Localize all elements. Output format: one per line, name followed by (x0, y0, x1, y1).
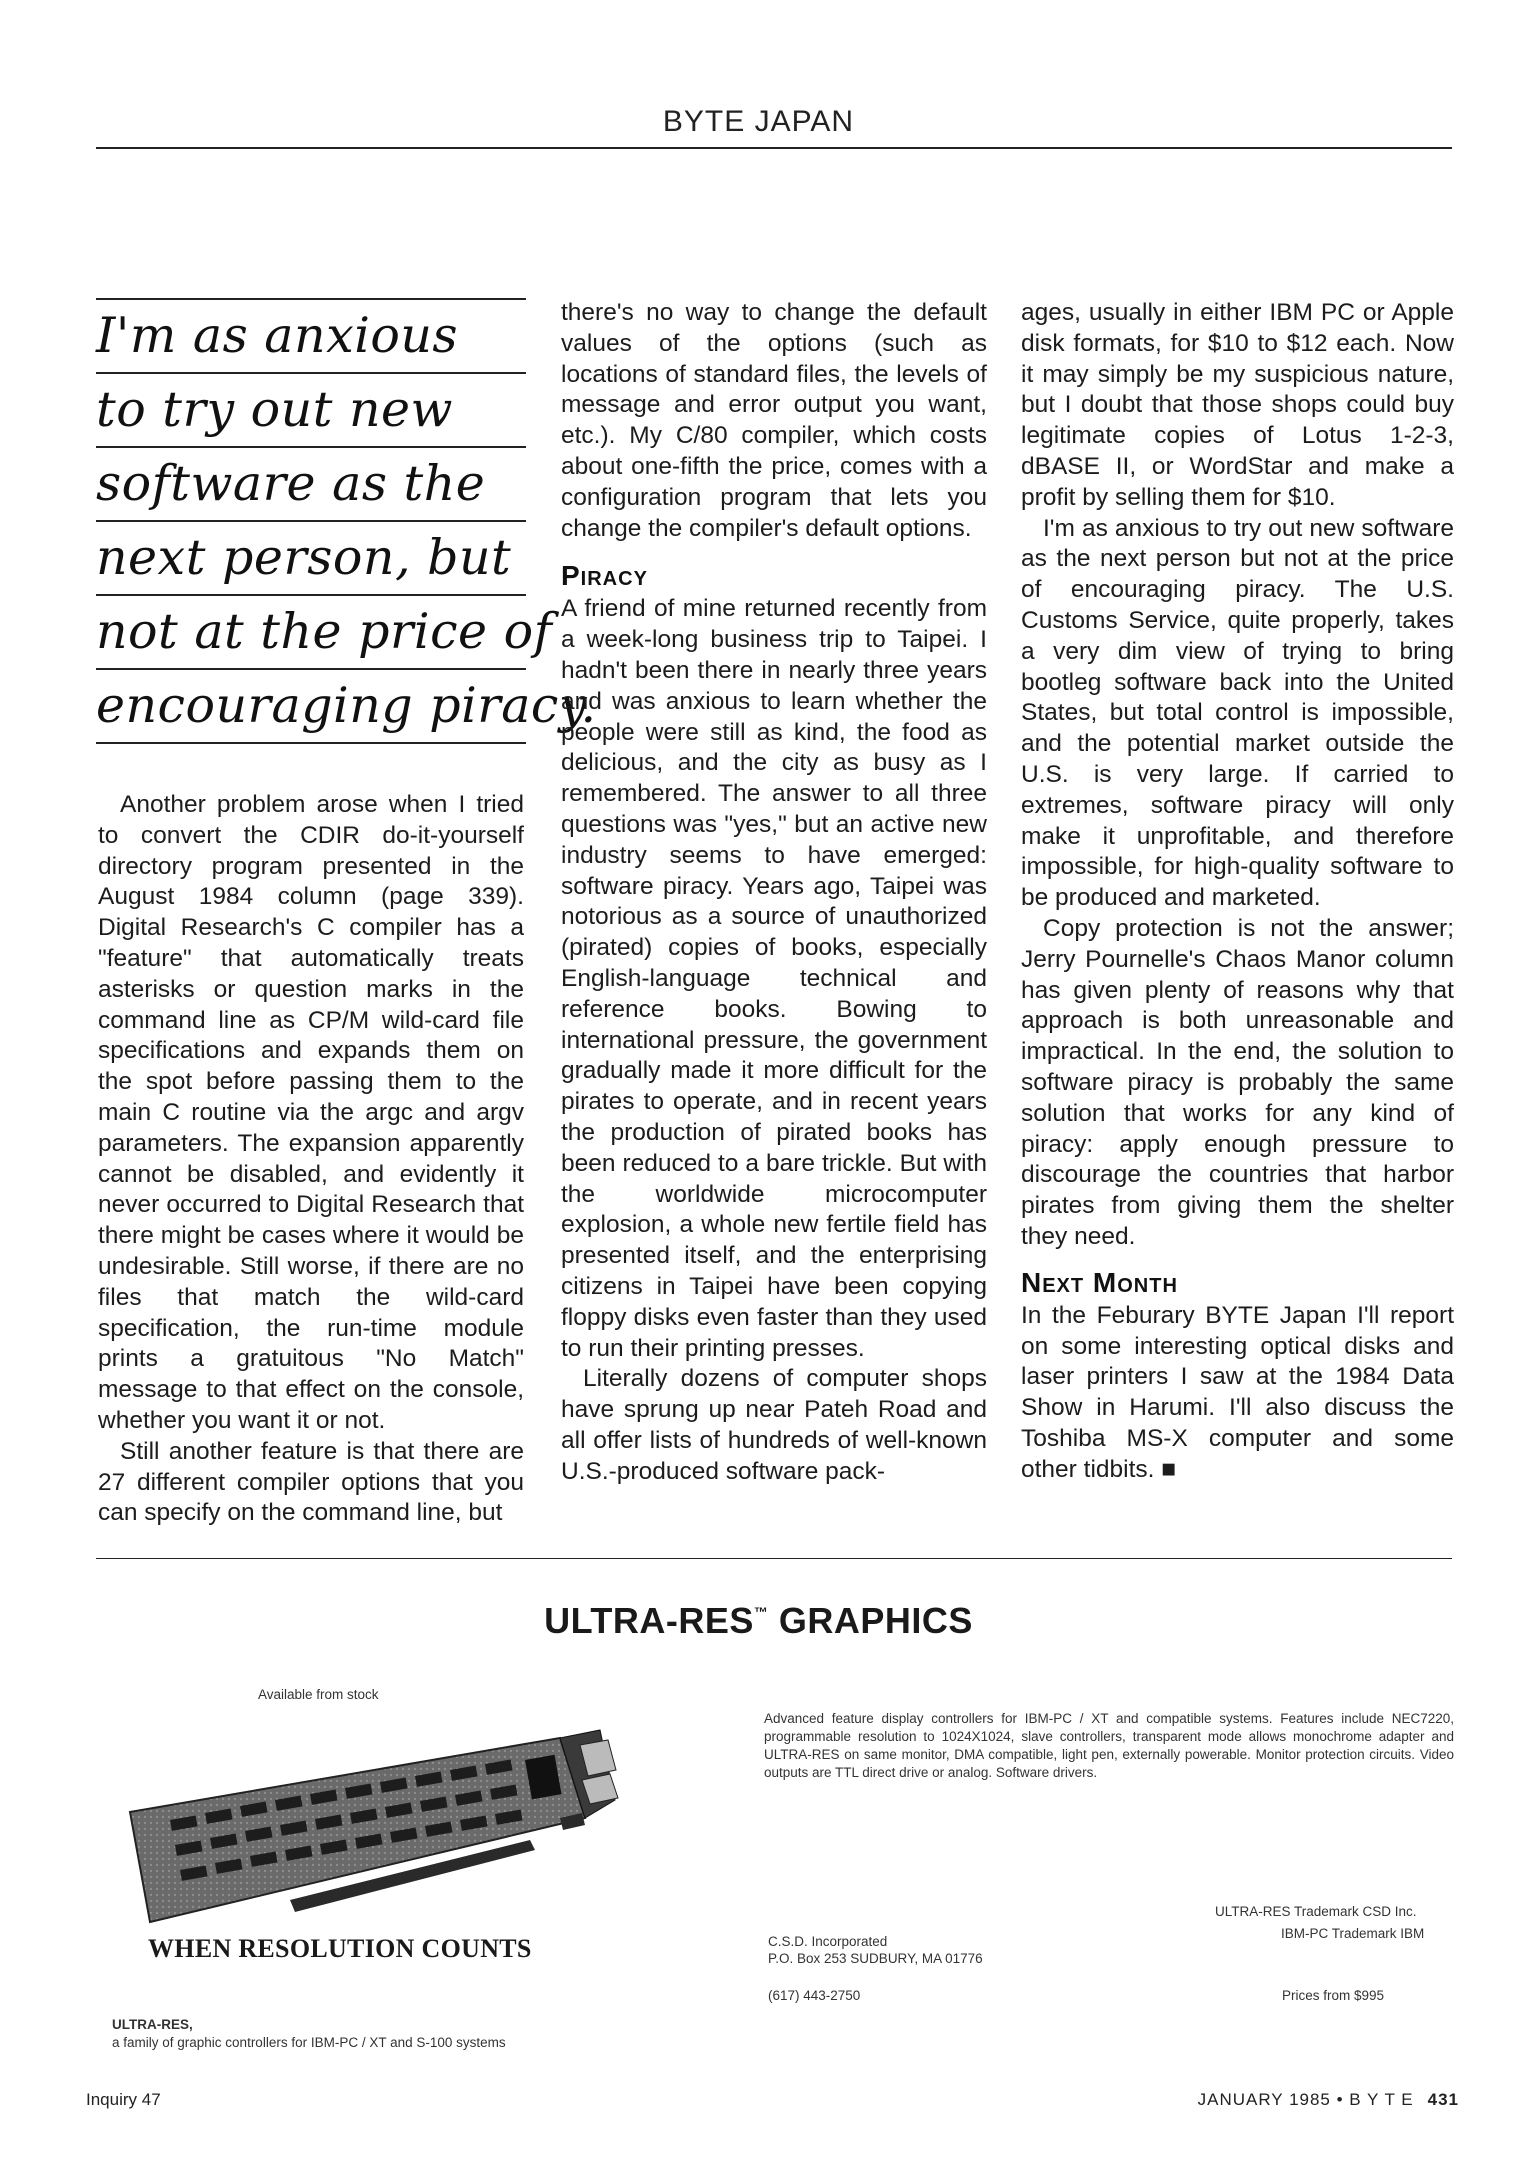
pull-quote (96, 298, 597, 744)
paragraph: there's no way to change the default values of the options (such as locations of standard files, the levels of message and error output you want, etc.). My C/80 compiler, which costs about one-fifth the price, comes with a configuration program that lets you change the compiler's default options. (561, 299, 987, 542)
ad-tagline: WHEN RESOLUTION COUNTS (148, 1934, 532, 1963)
article-column-1 (98, 790, 524, 1529)
pull-quote-line: not at the price of (96, 596, 526, 670)
paragraph: Another problem arose when I tried to convert the CDIR do-it-yourself directory program presented in the August 1984 column (page 339). Digital Research's C compiler has a "feature" that automatically treats asterisks or question marks in the command line as CP/M wild-card file specifications and expands them on the spot before passing them to the main C routine via the argc and argv parameters. The expansion apparently cannot be disabled, and evidently it never occurred to Digital Research that there might be cases where it would be undesirable. Still worse, if there are no files that match the wild-card specification, the run-time module prints a gratuitous "No Match" message to that effect on the console, whether you want it or not. (98, 791, 524, 1434)
paragraph: Still another feature is that there are 27 different compiler options that you can specify on the command line, but (98, 1437, 524, 1527)
ad-trademark-note: IBM-PC Trademark IBM (1281, 1926, 1425, 1941)
paragraph: I'm as anxious to try out new software as the next person but not at the price of encouraging piracy. The U.S. Customs Service, quite properly, takes a very dim view of trying to bring bootleg software back into the United States, but total control is impossible, and the potential market outside the U.S. is very large. If carried to extremes, software piracy will only make it unprofitable, and therefore impossible, for high-quality software to be produced and marketed. (1021, 514, 1454, 912)
paragraph: A friend of mine returned recently from a week-long business trip to Taipei. I hadn't been there in nearly three years and was anxious to learn whether the people were still as kind, the food as delicious, and the city as busy as I remembered. The answer to all three questions was "yes," but an active new industry seems to have emerged: software piracy. Years ago, Taipei was notorious as a source of unauthorized (pirated) copies of books, especially English-language technical and reference books. Bowing to international pressure, the government gradually made it more difficult for the pirates to operate, and in recent years the production of pirated books has been reduced to a bare trickle. But with the worldwide microcomputer explosion, a whole new fertile field has presented itself, and the enterprising citizens in Taipei have been copying floppy disks even faster than they used to run their printing presses. (561, 595, 987, 1362)
ad-available-text: Available from stock (258, 1687, 379, 1702)
paragraph: ages, usually in either IBM PC or Apple disk formats, for $10 to $12 each. Now it may simply be my suspicious nature, but I doubt that those shops could buy legitimate copies of Lotus 1-2-3, dBASE II, or WordStar and make a profit by selling them for $10. (1021, 299, 1454, 511)
section-heading-next-month: Next Month (1021, 1266, 1178, 1298)
ad-prices: Prices from $995 (1282, 1988, 1385, 2003)
pull-quote-line: software as the (96, 448, 526, 522)
ad-family-text: a family of graphic controllers for IBM-PC / XT and S-100 systems (112, 2035, 506, 2050)
page-footer (1198, 2090, 1459, 2110)
pull-quote-line: next person, but (96, 522, 526, 596)
pull-quote-line: I'm as anxious (96, 300, 526, 374)
section-heading-piracy: Piracy (561, 560, 648, 592)
article-column-3 (1021, 298, 1454, 1485)
inquiry-number: Inquiry 47 (86, 2090, 161, 2109)
pull-quote-line: encouraging piracy. (96, 670, 526, 744)
ad-separator-rule (96, 1558, 1452, 1559)
page-number: 431 (1427, 2090, 1459, 2109)
ad-trademark-note: ULTRA-RES Trademark CSD Inc. (1215, 1904, 1417, 1919)
article-column-2 (561, 298, 987, 1487)
ad-address: P.O. Box 253 SUDBURY, MA 01776 (768, 1951, 983, 1966)
running-head: BYTE JAPAN (662, 105, 855, 138)
issue-date: JANUARY 1985 • B Y T E (1197, 2090, 1414, 2109)
graphics-board-photo (130, 1700, 620, 1925)
ad-description: Advanced feature display controllers for IBM-PC / XT and compatible systems. Features include NEC7220, programmable resolution to 1024X1024, slave controllers, transparent mode allows monochrome adapter and ULTRA-RES on same monitor, DMA compatible, light pen, externally powerable. Monitor protection circuits. Video outputs are TTL direct drive or analog. Software drivers. (764, 1711, 1454, 1780)
ad-company-name: C.S.D. Incorporated (768, 1934, 888, 1949)
paragraph: In the Feburary BYTE Japan I'll report on some interesting optical disks and laser printers I saw at the 1984 Data Show in Harumi. I'll also discuss the Toshiba MS-X computer and some other tidbits. ■ (1021, 1301, 1454, 1483)
ad-title: ULTRA-RES™ GRAPHICS (544, 1600, 973, 1641)
pull-quote-line: to try out new (96, 374, 526, 448)
ad-brand: ULTRA-RES, (112, 2017, 193, 2032)
paragraph: Literally dozens of computer shops have sprung up near Pateh Road and all offer lists of hundreds of well-known U.S.-produced software pack- (561, 1365, 987, 1485)
ad-phone: (617) 443-2750 (768, 1988, 861, 2003)
header-rule (96, 147, 1452, 149)
paragraph: Copy protection is not the answer; Jerry Pournelle's Chaos Manor column has given plenty of reasons why that approach is both unreasonable and impractical. In the end, the solution to software piracy is probably the same solution that works for any kind of piracy: apply enough pressure to discourage the countries that harbor pirates from giving them the shelter they need. (1021, 914, 1454, 1250)
